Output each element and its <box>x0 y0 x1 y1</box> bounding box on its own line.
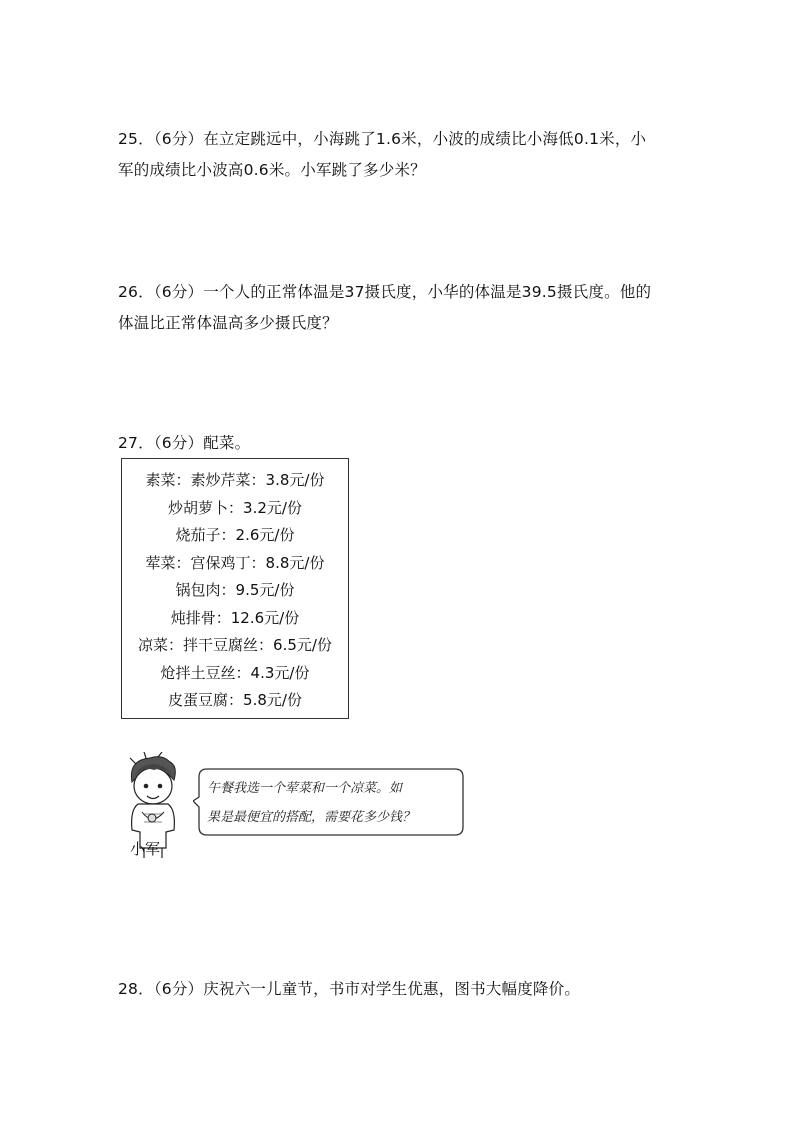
question-25 <box>118 124 698 186</box>
menu-item: 素菜：素炒芹菜：3.8元/份 <box>145 471 325 489</box>
menu-item: 荤菜：宫保鸡丁：8.8元/份 <box>145 553 325 572</box>
question-28-line-1: 28．（6分）庆祝六一儿童节，书市对学生优惠，图书大幅度降价。 <box>118 980 581 998</box>
menu-item: 凉菜：拌干豆腐丝：6.5元/份 <box>138 636 332 654</box>
menu-item: 炝拌土豆丝：4.3元/份 <box>160 663 310 682</box>
menu-item: 锅包肉：9.5元/份 <box>175 581 295 599</box>
question-26-line-1: 26．（6分）一个人的正常体温是37摄氏度，小华的体温是39.5摄氏度。他的 <box>118 283 652 301</box>
question-27-line-1: 27．（6分）配菜。 <box>118 434 251 452</box>
menu-item: 炒胡萝卜：3.2元/份 <box>168 498 302 517</box>
menu-item: 皮蛋豆腐：5.8元/份 <box>168 691 302 709</box>
question-28 <box>118 974 698 1005</box>
speech-text <box>207 774 462 832</box>
menu-box <box>121 458 349 719</box>
question-27 <box>118 428 698 459</box>
speaker-name: 小军 <box>130 840 161 858</box>
menu-item: 炖排骨：12.6元/份 <box>170 608 300 627</box>
menu-item: 烧茄子：2.6元/份 <box>175 526 295 544</box>
question-25-line-2: 军的成绩比小波高0.6米。小军跳了多少米？ <box>118 161 426 179</box>
question-26-line-2: 体温比正常体温高多少摄氏度？ <box>118 314 338 332</box>
speech-line-2: 果是最便宜的搭配，需要花多少钱？ <box>207 810 416 825</box>
speech-line-1: 午餐我选一个荤菜和一个凉菜。如 <box>207 781 403 796</box>
question-26 <box>118 277 698 339</box>
question-25-line-1: 25．（6分）在立定跳远中，小海跳了1.6米，小波的成绩比小海低0.1米，小 <box>118 130 647 148</box>
